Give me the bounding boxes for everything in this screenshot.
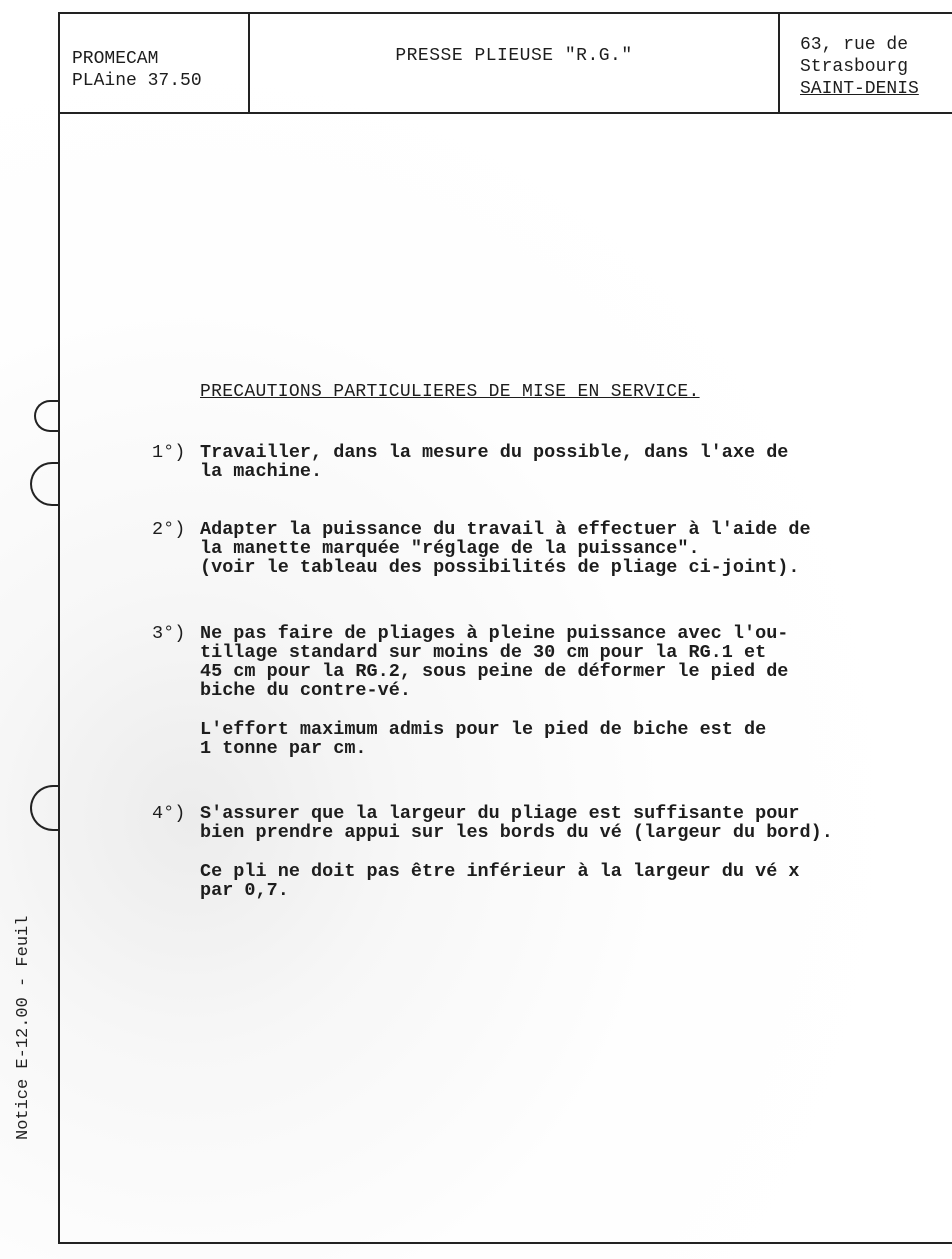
item-2-number: 2°) xyxy=(152,519,186,540)
item-4-note-line-1: Ce pli ne doit pas être inférieur à la largeur du vé x xyxy=(200,861,800,882)
item-3 xyxy=(152,624,788,700)
item-4-number: 4°) xyxy=(152,803,186,824)
document-title: PRESSE PLIEUSE "R.G." xyxy=(395,46,633,66)
section-heading: PRECAUTIONS PARTICULIERES DE MISE EN SERVICE. xyxy=(200,382,700,402)
item-1-line-1: Travailler, dans la mesure du possible, dans l'axe de xyxy=(200,442,789,463)
address-line-1: 63, rue de xyxy=(800,35,909,55)
item-2-line-1: Adapter la puissance du travail à effectuer à l'aide de xyxy=(200,519,811,540)
item-2-line-2: la manette marquée "réglage de la puissance". xyxy=(200,538,700,559)
address-line-2: Strasbourg xyxy=(800,57,909,77)
item-1-line-2: la machine. xyxy=(200,461,323,482)
item-3-line-2: tillage standard sur moins de 30 cm pour la RG.1 et xyxy=(200,642,767,663)
item-3-note-line-1: L'effort maximum admis pour le pied de biche est de xyxy=(200,719,767,740)
item-2-line-3: (voir le tableau des possibilités de pliage ci-joint). xyxy=(200,557,800,578)
item-3-line-4: biche du contre-vé. xyxy=(200,680,411,701)
item-3-number: 3°) xyxy=(152,623,186,644)
item-4 xyxy=(152,804,833,842)
item-2 xyxy=(152,520,811,577)
company-name: PROMECAM xyxy=(72,49,159,69)
item-4-note xyxy=(200,862,800,900)
item-3-note xyxy=(200,720,766,758)
item-1-number: 1°) xyxy=(152,442,186,463)
side-notice: Notice E-12.00 - Feuil xyxy=(14,915,33,1140)
item-3-note-line-2: 1 tonne par cm. xyxy=(200,738,367,759)
item-1 xyxy=(152,443,788,481)
address-line-3: SAINT-DENIS xyxy=(800,79,919,99)
binder-hole-mark-1 xyxy=(34,400,60,432)
item-3-line-1: Ne pas faire de pliages à pleine puissance avec l'ou- xyxy=(200,623,789,644)
item-4-line-2: bien prendre appui sur les bords du vé (largeur du bord). xyxy=(200,822,833,843)
item-3-line-3: 45 cm pour la RG.2, sous peine de déformer le pied de xyxy=(200,661,789,682)
phone-number: PLAine 37.50 xyxy=(72,71,202,91)
item-4-note-line-2: par 0,7. xyxy=(200,880,289,901)
item-4-line-1: S'assurer que la largeur du pliage est suffisante pour xyxy=(200,803,800,824)
